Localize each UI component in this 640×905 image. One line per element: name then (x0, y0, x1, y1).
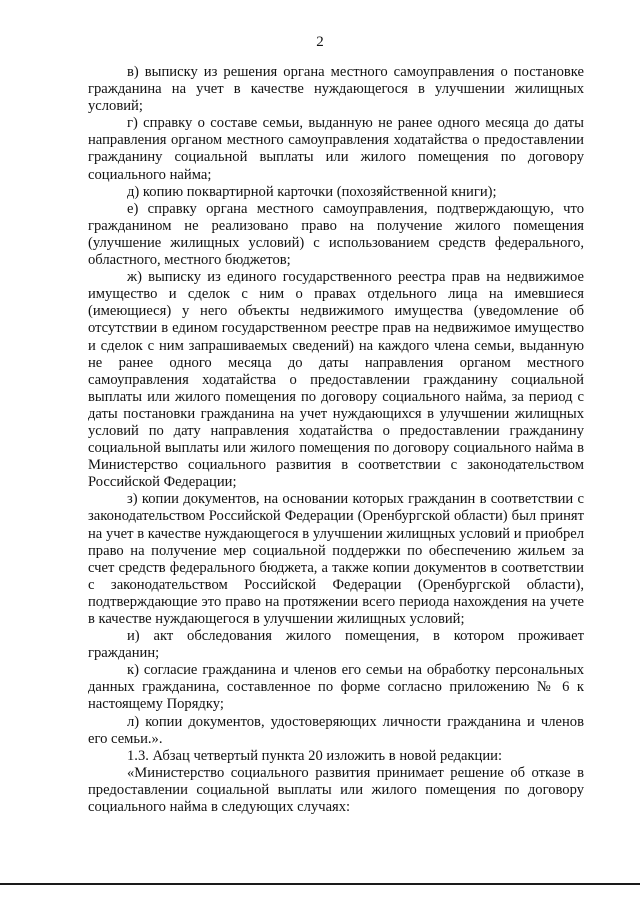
document-body (88, 64, 584, 816)
paragraph-item-i: и) акт обследования жилого помещения, в котором проживает гражданин; (88, 628, 584, 662)
paragraph-quoted-rule: «Министерство социального развития принимает решение об отказе в предоставлении социальной выплаты или жилого помещения по договору социального найма в следующих случаях: (88, 764, 584, 816)
paragraph-item-l: л) копии документов, удостоверяющих личности гражданина и членов его семьи.». (88, 713, 584, 747)
paragraph-section-1-3: 1.3. Абзац четвертый пункта 20 изложить в новой редакции: (127, 747, 503, 764)
paragraph-item-d: д) копию поквартирной карточки (похозяйственной книги); (127, 183, 497, 200)
bottom-scan-border (0, 883, 640, 885)
paragraph-item-zh: ж) выписку из единого государственного реестра прав на недвижимое имущество и сделок с ним о правах отдельного лица на имевшиеся (имеющиеся) у него объекты недвижимого имущества (уведомление об отсутствии в едином государственном реестре прав на недвижимое имущество и сделок с ним запрашиваемых сведений) на каждого члена семьи, выданную не ранее одного месяца до даты направления органом местного самоуправления ходатайства о предоставлении гражданину социальной выплаты или жилого помещения по договору социального найма, за период с даты постановки гражданина на учет нуждающихся в улучшении жилищных условий по дату направления ходатайства о предоставлении гражданину социальной выплаты или жилого помещения по договору социального найма в Министерство социального развития в соответствии с законодательством Российской Федерации; (88, 269, 584, 491)
paragraph-item-k: к) согласие гражданина и членов его семьи на обработку персональных данных гражданина, составленное по форме согласно приложению № 6 к настоящему Порядку; (88, 662, 584, 713)
paragraph-item-v: в) выписку из решения органа местного самоуправления о постановке гражданина на учет в качестве нуждающегося в улучшении жилищных условий; (88, 64, 584, 115)
paragraph-item-g: г) справку о составе семьи, выданную не ранее одного месяца до даты направления органом местного самоуправления ходатайства о предоставлении гражданину социальной выплаты или жилого помещения по договору социального найма; (88, 115, 584, 183)
page-number: 2 (316, 34, 324, 50)
paragraph-item-z: з) копии документов, на основании которых гражданин в соответствии с законодательством Российской Федерации (Оренбургской области) был принят на учет в качестве нуждающегося в улучшении жилищных условий и приобрел право на получение мер социальной поддержки по обеспечению жильем за счет средств федерального бюджета, а также копии документов в соответствии с законодательством Российской Федерации (Оренбургской области), подтверждающие это право на протяжении всего периода нахождения на учете в качестве нуждающегося в улучшении жилищных условий; (88, 491, 584, 627)
paragraph-item-e: е) справку органа местного самоуправления, подтверждающую, что гражданином не реализовано право на получение жилого помещения (улучшение жилищных условий) с использованием средств федерального, областного, местного бюджетов; (88, 200, 584, 269)
